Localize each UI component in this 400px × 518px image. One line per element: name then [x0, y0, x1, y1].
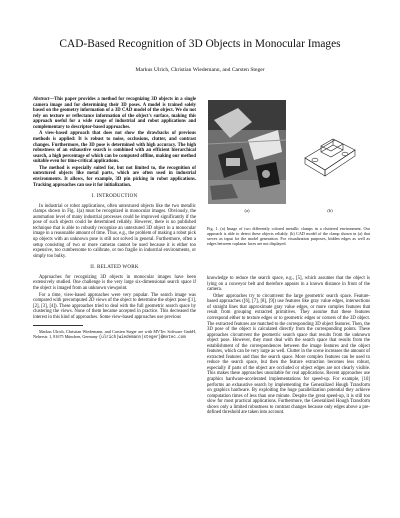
- right-column: [207, 276, 370, 417]
- subfigure-label-a: (a): [244, 208, 250, 213]
- paper-title: CAD-Based Recognition of 3D Objects in Monocular Images: [59, 38, 341, 50]
- abstract-label: Abstract: [33, 97, 50, 102]
- figure-1: [207, 97, 370, 227]
- author-list: Markus Ulrich, Christian Wiedemann, and Carsten Steger: [135, 67, 265, 73]
- section-heading-introduction: I. INTRODUCTION: [91, 193, 138, 200]
- abstract-text: This paper provides a method for recognizing 3D objects in a single camera image and for determining their 3D poses. A model is trained solely based on the geometry information of a 3D CAD model of the object. We do not rely on texture or reflectance information of the object's surface, making this approach useful for a wide range of industrial and robot applications and complementary to descriptor-based approaches.: [33, 97, 196, 130]
- body-paragraph: Approaches for recognizing 3D objects in monocular images have been extensively studied. One challenge is the very large six-dimensional search space if the object is imaged from an unknown viewpoint.: [33, 274, 196, 291]
- body-paragraph: knowledge to reduce the search space, e.g., [5], which assumes that the object is lying on a conveyor belt and therefore appears in a known distance in front of the camera.: [207, 276, 370, 293]
- abstract-paragraph: A view-based approach that does not show the drawbacks of previous methods is applied: It is robust to noise, occlusions, clutter, and contrast changes. Furthermore, the 3D pose is determined with high accuracy. The high robustness of an exhaustive search is combined with an efficient hierarchical search, a high percentage of which can be computed offline, making our method suitable even for time-critical applications.: [33, 131, 196, 165]
- abstract: [33, 97, 196, 188]
- footnote-text: Markus Ulrich, Christian Wiedemann, and Carsten Steger are with MVTec Software GmbH, Neherstr. 1, 81675 München, Germany: [33, 329, 196, 340]
- figure-caption: Fig. 1. (a) Image of two differently colored metallic clamps in a cluttered environment. Our approach is able to detect these objects reliably. (b) CAD model of the clamp shown in (a) that serves as input for the model generation. For visualization purposes, hidden edges as well as edges between coplanar faces are not displayed.: [207, 226, 370, 246]
- footnote-rule: [33, 325, 83, 326]
- abstract-paragraph: The method is especially suited for, but not limited to, the recognition of untextured objects like metal parts, which are often used in industrial environments. It allows, for example, 3D pin picking in robot applications. Tracking approaches can use it for initialization.: [33, 165, 196, 188]
- footnote: [33, 329, 196, 341]
- left-column: [33, 97, 196, 341]
- body-paragraph: For a time, view-based approaches were very popular. The search image was compared with precomputed 2D views of the object to determine the object pose ([1], [2], [3], [4]). These approaches tried to deal with the full geometric search space by clustering the views. None of them became accepted in practice. This decreased the interest in this kind of approaches. Some view-based approaches use previous: [33, 292, 196, 320]
- body-paragraph: Other approaches try to circumvent the large geometric search space. Feature-based approaches ([6], [7], [8], [9]) use features like gray value edges, intersections of straight lines that approximate gray value edges, or more complex features that result from grouping extracted primitives. They assume that these features correspond either to texture edges or to geometric edges or corners of the 3D object. The extracted features are matched to the corresponding 3D object features. Then, the 3D pose of the object is calculated directly from the corresponding points. These approaches circumvent the geometric search space that results from the unknown object pose. However, they must deal with the search space that results from the establishment of the correspondences between the image features and the object features, which can be very large as well. Clutter in the scene increases the amount of extracted features and thus the search space. More complex features can be used to reduce the search space, but then the feature extraction becomes less robust, especially if parts of the object are occluded or object edges are not clearly visible. This makes these approaches unsuitable for real applications. Recent approaches use graphics hardware-accelerated implementations for speed-up. For example, [10] performs an exhaustive search by implementing the Generalized Hough Transform on graphics hardware. By exploiting the huge parallelization potential they achieve computation times of less than one minute. Despite the great speed-up, it is still too slow for most practical applications. Furthermore, the Generalized Hough Transform shows only a limited robustness to contrast changes because only edges above a pre-defined threshold are taken into account.: [207, 293, 370, 416]
- subfigure-label-b: (b): [327, 208, 333, 213]
- cad-model-drawing: [291, 100, 369, 204]
- abstract-paragraph: Abstract—This paper provides a method for recognizing 3D objects in a single camera image and for determining their 3D poses. A model is trained solely based on the geometry information of a 3D CAD model of the object. We do not rely on texture or reflectance information of the object's surface, making this approach useful for a wide range of industrial and robot applications and complementary to descriptor-based approaches.: [33, 97, 196, 130]
- body-paragraph: In industrial or robot applications, often untextured objects like the two metallic clamps shown in Fig. 1(a) must be recognized in monocular images. Obviously, the automation level of many industrial processes could be improved significantly if the pose of such objects could be determined reliably. However, there is no published technique that is able to robustly recognize an untextured 3D object in a monocular image in a reasonable amount of time. Thus, e.g., the problem of making a robot pick up objects with an unknown pose is still not solved in general. Furthermore, often a setup consisting of two or more cameras cannot be used because it is either too expensive, too cumbersome to calibrate, or too fragile in industrial environments, or simply too bulky.: [33, 203, 196, 259]
- section-heading-related-work: II. RELATED WORK: [90, 264, 139, 271]
- clamps-photo: [208, 100, 286, 204]
- footnote-email: {ulrich|wiedemann|steger}@mvtec.com: [98, 336, 186, 341]
